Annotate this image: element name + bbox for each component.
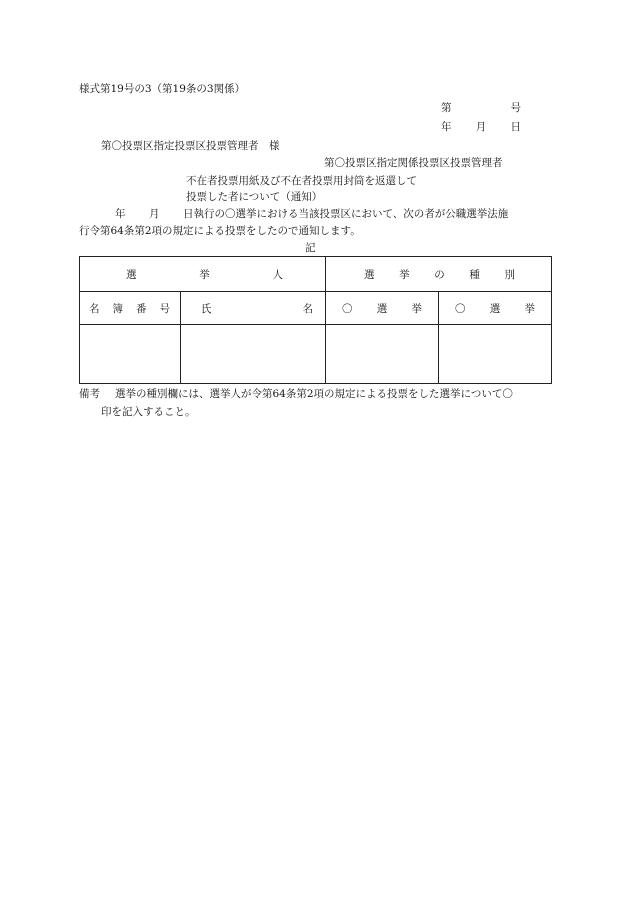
body-line-2: 行令第64条第2項の規定による投票をしたので通知します。: [79, 225, 361, 237]
voter-table: [79, 256, 552, 384]
document-number-prefix: 第: [441, 102, 452, 114]
registry-number-cell: [80, 325, 181, 384]
table-header-row: [80, 257, 552, 292]
addressee: 第〇投票区指定投票区投票管理者 様: [101, 140, 280, 152]
body-line-1: 日執行の〇選挙における当該投票区において、次の者が公職選挙法施: [183, 208, 509, 220]
remarks-line-1: 選挙の種別欄には、選挙人が令第64条第2項の規定による投票をした選挙について〇: [115, 388, 513, 400]
table-row: [80, 325, 552, 384]
name-cell: [181, 325, 326, 384]
header-registry-number: 名 簿 番 号: [80, 292, 181, 325]
body-month: 月: [149, 208, 160, 220]
date-day: 日: [510, 121, 521, 133]
form-number: 様式第19号の3（第19条の3関係）: [79, 83, 246, 95]
document-number-line: [441, 101, 521, 115]
header-election-2: 〇 選 挙: [439, 292, 552, 325]
subject-line-2: 投票した者について（通知）: [186, 191, 323, 203]
date-line: [441, 120, 521, 134]
date-year: 年: [441, 121, 452, 133]
election-1-cell: [326, 325, 439, 384]
table-subheader-row: [80, 292, 552, 325]
body-year: 年: [115, 208, 126, 220]
remarks-line-2: 印を記入すること。: [101, 406, 196, 418]
header-election-1: 〇 選 挙: [326, 292, 439, 325]
document-number-suffix: 号: [510, 102, 521, 114]
header-name: 氏 名: [181, 292, 326, 325]
header-election-type: 選 挙 の 種 別: [326, 257, 552, 292]
ki-heading: 記: [305, 242, 316, 254]
subject-line-1: 不在者投票用紙及び不在者投票用封筒を返還して: [186, 175, 417, 187]
date-month: 月: [475, 121, 487, 133]
election-2-cell: [439, 325, 552, 384]
sender: 第〇投票区指定関係投票区投票管理者: [324, 157, 503, 169]
header-voter: 選 挙 人: [80, 257, 326, 292]
remarks-label: 備考: [79, 388, 100, 400]
